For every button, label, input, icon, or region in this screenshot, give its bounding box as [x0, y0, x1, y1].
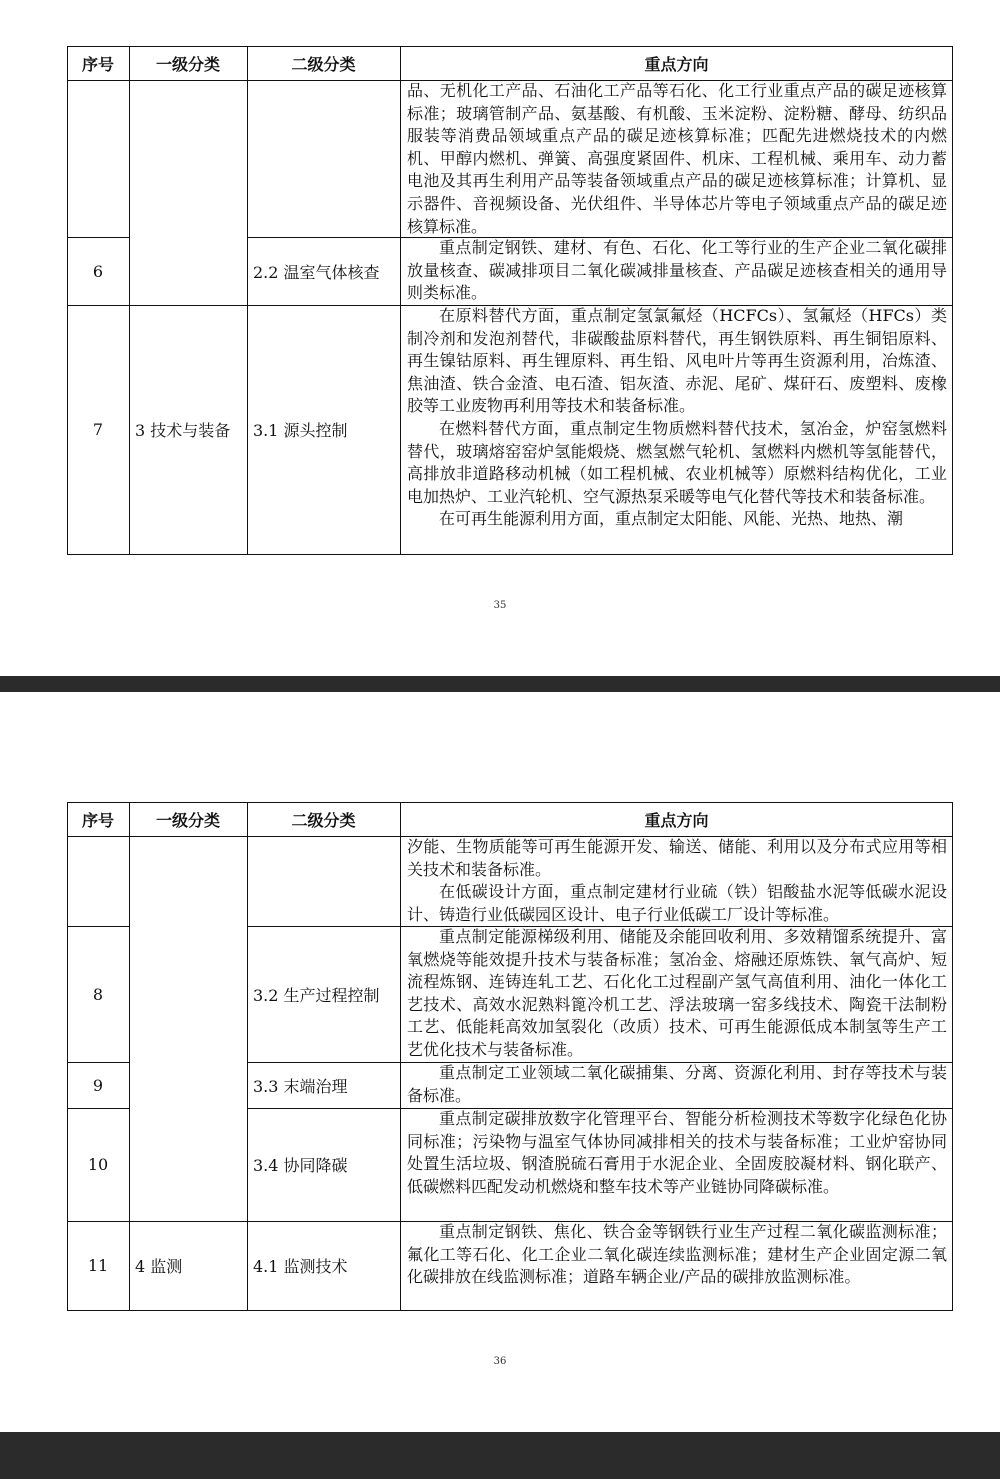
row-11-number: 11: [87, 1256, 109, 1275]
row-7-number: 7: [92, 420, 104, 439]
page-35: [0, 0, 1000, 676]
row-7-level1: 3 技术与装备: [135, 421, 231, 440]
header-col-level2: 二级分类: [291, 54, 356, 74]
header-col-no: 序号: [81, 54, 114, 74]
row-11-focus: 重点制定钢铁、焦化、铁合金等钢铁行业生产过程二氧化碳监测标准；氟化工等石化、化工企业二氧化碳连续监测标准；建材生产企业固定源二氧化碳排放在线监测标准；道路车辆企业/产品的碳排放监测标准。: [407, 1222, 947, 1287]
row-8-focus: 重点制定能源梯级利用、储能及余能回收利用、多效精馏系统提升、富氧燃烧等能效提升技术与装备标准；氢冶金、熔融还原炼铁、氧气高炉、短流程炼钢、连铸连轧工艺、石化化工过程副产氢气高值利用、油化一体化工艺技术、高效水泥熟料篦冷机工艺、浮法玻璃一窑多线技术、陶瓷干法制粉工艺、低能耗高效加氢裂化（改质）技术、可再生能源低成本制氢等生产工艺优化技术与装备标准。: [407, 927, 947, 1059]
row-8-level2: 3.2 生产过程控制: [253, 985, 380, 1005]
standards-table-page-36: [67, 802, 953, 1310]
page-separator: [0, 676, 1000, 692]
row-10-number: 10: [87, 1155, 109, 1174]
row-11-level2: 4.1 监测技术: [253, 1257, 348, 1276]
header-col-level2: 二级分类: [291, 810, 356, 830]
row-6-number: 6: [92, 261, 104, 281]
row-10-level2: 3.4 协同降碳: [253, 1156, 348, 1175]
row-7-focus-fuel: 在燃料替代方面，重点制定生物质燃料替代技术，氢冶金，炉窑氢燃料替代，玻璃熔窑窑炉氢能煅烧、燃氢燃气轮机、氢燃料内燃机等氢能替代，高排放非道路移动机械（如工程机械、农业机械等）原燃料结构优化，工业电加热炉、工业汽轮机、空气源热泵采暖等电气化替代等技术和装备标准。: [407, 418, 947, 506]
header-col-no: 序号: [81, 810, 114, 830]
standards-table-page-35: [67, 46, 953, 554]
row-7-level2: 3.1 源头控制: [253, 421, 348, 440]
page-36: [0, 692, 1000, 1432]
header-col-level1: 一级分类: [155, 54, 220, 74]
row-9-level2: 3.3 末端治理: [253, 1076, 348, 1096]
continued-renewable-text: 汐能、生物质能等可再生能源开发、输送、储能、利用以及分布式应用等相关技术和装备标准。: [407, 837, 947, 879]
row-7-focus-renewable: 在可再生能源利用方面，重点制定太阳能、风能、光热、地热、潮: [439, 509, 904, 529]
row-9-number: 9: [92, 1075, 104, 1095]
page-number: 35: [493, 600, 507, 611]
page-number: 36: [493, 1356, 507, 1367]
table-row-continued-focus: [400, 836, 953, 926]
low-carbon-design-text: 在低碳设计方面，重点制定建材行业硫（铁）铝酸盐水泥等低碳水泥设计、铸造行业低碳园区设计、电子行业低碳工厂设计等标准。: [407, 882, 947, 924]
row-10-focus: 重点制定碳排放数字化管理平台、智能分析检测技术等数字化绿色化协同标准；污染物与温室气体协同减排相关的技术与装备标准；工业炉窑协同处置生活垃圾、钢渣脱硫石膏用于水泥企业、全固废胶凝材料、钢化联产、低碳燃料匹配发动机燃烧和整车技术等产业链协同降碳标准。: [407, 1109, 947, 1196]
header-col-focus: 重点方向: [644, 810, 709, 830]
row-6-level2: 2.2 温室气体核查: [253, 262, 380, 282]
table-row-continued-focus: 品、无机化工产品、石油化工产品等石化、化工行业重点产品的碳足迹核算标准；玻璃管制产品、氨基酸、有机酸、玉米淀粉、淀粉糖、酵母、纺织品服装等消费品领域重点产品的碳足迹核算标准；匹配先进燃烧技术的内燃机、甲醇内燃机、弹簧、高强度紧固件、机床、工程机械、乘用车、动力蓄电池及其再生利用产品等装备领域重点产品的碳足迹核算标准；计算机、显示器件、音视频设备、光伏组件、半导体芯片等电子领域重点产品的碳足迹核算标准。: [407, 81, 947, 236]
row-7-focus: [400, 305, 953, 554]
row-9-focus: 重点制定工业领域二氧化碳捕集、分离、资源化利用、封存等技术与装备标准。: [407, 1063, 947, 1105]
row-8-number: 8: [92, 984, 104, 1004]
row-11-level1: 4 监测: [135, 1257, 183, 1276]
row-6-focus: 重点制定钢铁、建材、有色、石化、化工等行业的生产企业二氧化碳排放量核查、碳减排项目二氧化碳减排量核查、产品碳足迹核查相关的通用导则类标准。: [407, 238, 947, 303]
header-col-level1: 一级分类: [155, 810, 220, 830]
header-col-focus: 重点方向: [644, 54, 709, 74]
page-separator: [0, 1432, 1000, 1479]
row-7-focus-raw-material: 在原料替代方面，重点制定氢氯氟烃（HCFCs）、氢氟烃（HFCs）类制冷剂和发泡剂替代，非碳酸盐原料替代，再生钢铁原料、再生铜铝原料、再生镍钴原料、再生锂原料、再生铅、风电叶片等再生资源利用，冶炼渣、焦油渣、铁合金渣、电石渣、铝灰渣、赤泥、尾矿、煤矸石、废塑料、废橡胶等工业废物再利用等技术和装备标准。: [407, 306, 947, 416]
